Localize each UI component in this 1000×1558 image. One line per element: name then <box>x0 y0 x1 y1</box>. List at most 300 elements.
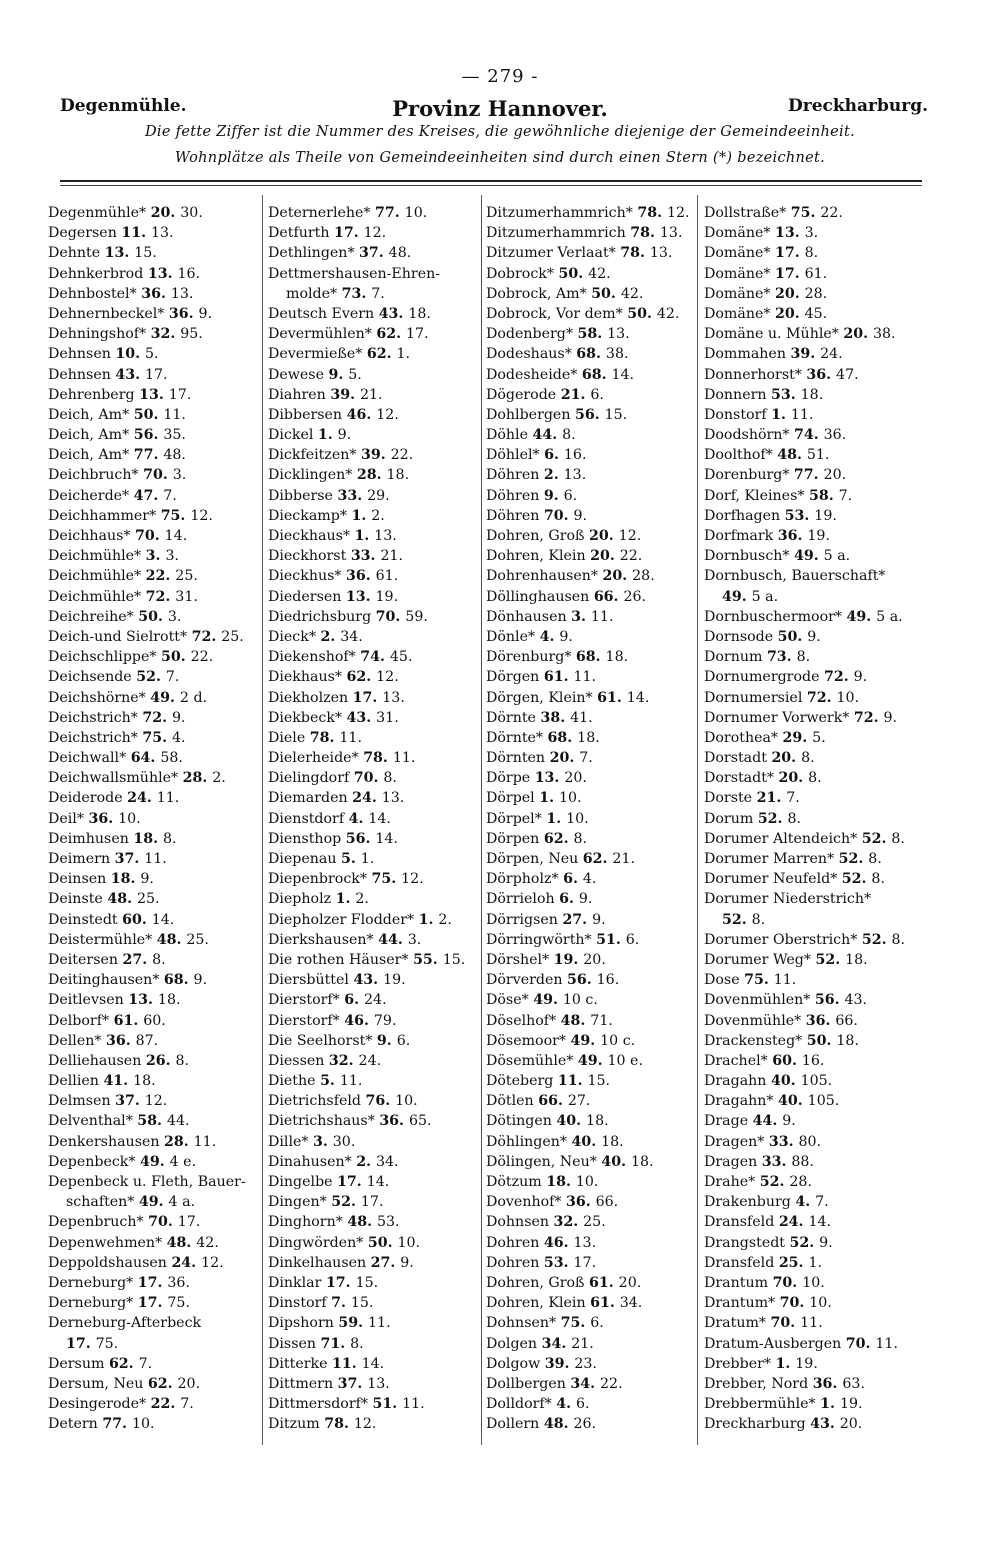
place-entry <box>704 1374 924 1394</box>
place-entry <box>704 889 924 909</box>
place-name: Dorste <box>704 790 757 807</box>
place-entry <box>48 1091 260 1111</box>
district-number: 47. <box>133 487 164 504</box>
municipality-number: 5. <box>145 346 159 363</box>
place-entry <box>704 1334 924 1354</box>
municipality-number: 8. <box>751 911 766 928</box>
place-entry <box>704 1132 924 1152</box>
place-name: Dösemoor* <box>486 1032 571 1049</box>
place-name: Dellen* <box>48 1032 106 1049</box>
municipality-number: 51. <box>806 447 830 464</box>
place-name: Diedrichsburg <box>268 608 376 625</box>
place-name: Dönhausen <box>486 608 572 625</box>
district-number: 68. <box>575 649 606 666</box>
district-number: 52. <box>331 1194 361 1211</box>
district-number: 73. <box>341 285 372 302</box>
place-name: Dratum-Ausbergen <box>704 1335 846 1352</box>
district-number: 70. <box>143 467 173 484</box>
municipality-number: 10. <box>809 1295 832 1312</box>
place-name: Dolldorf* <box>486 1396 557 1413</box>
place-entry <box>704 647 924 667</box>
municipality-number: 48. <box>388 245 412 262</box>
place-name: Dipshorn <box>268 1315 339 1332</box>
district-number: 70. <box>375 608 406 625</box>
municipality-number: 25. <box>221 628 244 645</box>
place-entry <box>48 1354 260 1374</box>
municipality-number: 11. <box>573 669 597 686</box>
place-name: schaften* <box>66 1194 139 1211</box>
district-number: 72. <box>142 709 173 726</box>
municipality-number: 10 e. <box>607 1052 643 1069</box>
district-number: 78. <box>637 205 667 221</box>
municipality-number: 61. <box>804 265 828 282</box>
place-name: Dettmershausen-Ehren- <box>268 265 441 282</box>
district-number: 74. <box>360 649 390 666</box>
place-name: Dörrigsen <box>486 911 563 928</box>
municipality-number: 75. <box>95 1335 119 1352</box>
municipality-number: 21. <box>359 386 383 403</box>
municipality-number: 15. <box>604 406 628 423</box>
place-name: Deichmühle* <box>48 568 146 585</box>
municipality-number: 15. <box>350 1295 374 1312</box>
municipality-number: 36. <box>167 1274 190 1291</box>
district-number: 1. <box>820 1396 840 1413</box>
district-number: 17. <box>774 265 805 282</box>
district-number: 74. <box>794 427 824 444</box>
district-number: 75. <box>371 871 402 888</box>
district-number: 50. <box>138 608 168 625</box>
municipality-number: 20. <box>839 1416 863 1433</box>
municipality-number: 5. <box>348 366 362 383</box>
place-name: Dolgow <box>486 1355 545 1372</box>
municipality-number: 42. <box>620 285 644 302</box>
municipality-number: 8. <box>787 810 801 827</box>
place-name: Deiderode <box>48 790 128 807</box>
place-name: Dörrieloh <box>486 891 560 908</box>
municipality-number: 38. <box>873 326 896 343</box>
place-name: Dörnte* <box>486 729 548 746</box>
place-entry <box>704 566 924 586</box>
municipality-number: 30. <box>332 1133 356 1150</box>
place-name: Dingelbe <box>268 1174 338 1190</box>
place-entry <box>486 304 696 324</box>
place-entry <box>48 405 260 425</box>
municipality-number: 26. <box>573 1416 597 1433</box>
place-name: Dörenburg* <box>486 649 576 666</box>
municipality-number: 12. <box>190 507 213 524</box>
municipality-number: 10. <box>566 810 589 827</box>
place-name: Dobrock* <box>486 265 559 282</box>
district-number: 11. <box>332 1355 362 1372</box>
place-entry <box>268 344 480 364</box>
district-number: 18. <box>110 871 141 888</box>
municipality-number: 9. <box>559 628 573 645</box>
district-number: 66. <box>593 588 624 605</box>
district-number: 50. <box>161 649 191 666</box>
place-entry <box>48 1414 260 1434</box>
place-name: Dovenmühle* <box>704 1012 806 1029</box>
place-name: Dodenberg* <box>486 326 578 343</box>
column-divider <box>481 195 482 1445</box>
place-entry <box>268 1233 480 1253</box>
district-number: 48. <box>156 931 187 948</box>
place-name: Diethe <box>268 1073 321 1090</box>
municipality-number: 53. <box>376 1214 400 1231</box>
place-name: Drebber* <box>704 1355 776 1372</box>
place-entry <box>268 889 480 909</box>
place-name: Drantum <box>704 1274 773 1291</box>
municipality-number: 11. <box>392 750 416 767</box>
place-entry <box>268 385 480 405</box>
district-number: 56. <box>574 406 605 423</box>
district-number: 38. <box>540 709 571 726</box>
municipality-number: 63. <box>842 1375 865 1392</box>
place-name: Döteberg <box>486 1073 558 1090</box>
place-entry <box>486 506 696 526</box>
place-entry <box>486 748 696 768</box>
municipality-number: 16. <box>801 1052 825 1069</box>
municipality-number: 8. <box>796 649 811 666</box>
municipality-number: 3. <box>407 931 422 948</box>
place-name: Diekholzen <box>268 689 353 706</box>
district-number: 11. <box>557 1073 588 1090</box>
municipality-number: 26. <box>623 588 647 605</box>
place-name: Dickel <box>268 427 318 444</box>
municipality-number: 10. <box>559 790 582 807</box>
district-number: 26. <box>145 1052 176 1069</box>
place-name: Dehrenberg <box>48 386 140 403</box>
municipality-number: 16. <box>563 447 587 464</box>
district-number: 40. <box>571 1133 602 1150</box>
place-name: Dörpen <box>486 830 544 847</box>
municipality-number: 31. <box>376 709 399 726</box>
municipality-number: 1. <box>360 851 375 867</box>
place-name: Denkershausen <box>48 1133 165 1150</box>
municipality-number: 9. <box>400 1254 414 1271</box>
municipality-number: 42. <box>588 265 611 282</box>
district-number: 52. <box>838 851 869 867</box>
municipality-number: 7. <box>138 1355 153 1372</box>
place-entry <box>704 365 924 385</box>
place-entry <box>486 970 696 990</box>
district-number: 52. <box>136 669 166 686</box>
place-name: Deitlevsen <box>48 992 129 1009</box>
place-entry <box>268 324 480 344</box>
place-name: Dierkshausen* <box>268 931 379 948</box>
municipality-number: 9. <box>140 871 154 888</box>
municipality-number: 29. <box>367 487 390 504</box>
place-name: Dohren <box>486 1234 544 1251</box>
municipality-number: 15. <box>442 951 466 968</box>
place-name: Donnern <box>704 386 772 403</box>
municipality-number: 11. <box>339 729 362 746</box>
place-entry <box>486 284 696 304</box>
place-entry <box>704 223 924 243</box>
district-number: 24. <box>171 1254 202 1271</box>
district-number: 33. <box>350 548 381 565</box>
place-name: Dicklingen* <box>268 467 357 484</box>
district-number: 17. <box>334 225 364 242</box>
place-entry <box>486 1011 696 1031</box>
place-entry <box>486 889 696 909</box>
district-number: 20. <box>150 205 181 221</box>
district-number: 27. <box>122 951 153 968</box>
place-entry <box>704 1293 924 1313</box>
municipality-number: 34. <box>375 1153 399 1170</box>
place-name: Dornbusch* <box>704 548 795 565</box>
municipality-number: 9. <box>573 507 588 524</box>
place-entry <box>704 788 924 808</box>
place-entry <box>486 1111 696 1131</box>
place-name: Dehnsen <box>48 346 116 363</box>
place-name: Deicherde* <box>48 487 134 504</box>
place-entry <box>268 1091 480 1111</box>
municipality-number: 105. <box>800 1073 833 1090</box>
district-number: 70. <box>845 1335 876 1352</box>
place-entry <box>486 1293 696 1313</box>
municipality-number: 19. <box>375 588 399 605</box>
place-name: Dehnernbeckel* <box>48 305 169 322</box>
place-entry <box>48 526 260 546</box>
district-number: 52. <box>722 911 752 928</box>
district-number: 46. <box>346 406 377 423</box>
district-number: 58. <box>577 326 608 343</box>
municipality-number: 2. <box>371 507 385 524</box>
district-number: 50. <box>367 1234 398 1251</box>
district-number: 34. <box>570 1375 601 1392</box>
district-number: 17. <box>352 689 383 706</box>
district-number: 58. <box>808 487 839 504</box>
place-name: Dornbusch, Bauerschaft* <box>704 568 886 585</box>
municipality-number: 13. <box>659 225 683 242</box>
municipality-number: 12. <box>201 1254 224 1271</box>
place-name: Delmsen <box>48 1093 116 1110</box>
place-entry <box>48 1192 260 1212</box>
district-number: 64. <box>130 750 161 767</box>
place-name: Ditterke <box>268 1355 332 1372</box>
place-entry <box>704 1273 924 1293</box>
municipality-number: 11. <box>368 1315 391 1332</box>
district-number: 72. <box>191 628 222 645</box>
place-entry <box>486 950 696 970</box>
place-entry <box>486 1051 696 1071</box>
municipality-number: 6. <box>563 487 578 504</box>
municipality-number: 2. <box>438 911 452 928</box>
municipality-number: 36. <box>823 427 847 444</box>
place-name: Degenmühle* <box>48 205 151 221</box>
place-name: Diekbeck* <box>268 709 347 726</box>
place-entry <box>48 970 260 990</box>
municipality-number: 9. <box>172 709 186 726</box>
district-number: 3. <box>313 1133 333 1150</box>
place-name: Dehnkerbrod <box>48 265 148 282</box>
place-name: Dohren, Klein <box>486 1295 591 1312</box>
district-number: 72. <box>853 709 884 726</box>
place-entry <box>268 1253 480 1273</box>
place-name: Döhren <box>486 487 544 504</box>
district-number: 62. <box>582 851 613 867</box>
place-entry <box>48 910 260 930</box>
district-number: 49. <box>138 1194 169 1211</box>
place-name: Domäne u. Mühle* <box>704 326 844 343</box>
place-name: Devermieße* <box>268 346 367 363</box>
district-number: 62. <box>366 346 397 363</box>
district-number: 1. <box>539 790 559 807</box>
municipality-number: 18. <box>605 649 629 666</box>
municipality-number: 4 e. <box>169 1153 197 1170</box>
place-entry <box>268 1011 480 1031</box>
place-entry <box>704 546 924 566</box>
place-name: Dreckharburg <box>704 1416 811 1433</box>
place-name: Döllinghausen <box>486 588 594 605</box>
district-number: 49. <box>846 608 877 625</box>
district-number: 52. <box>861 931 892 948</box>
municipality-number: 18. <box>133 1073 156 1090</box>
municipality-number: 11. <box>790 406 814 423</box>
place-entry <box>48 768 260 788</box>
district-number: 37. <box>359 245 389 262</box>
district-number: 52. <box>815 951 846 968</box>
place-name: Deistermühle* <box>48 931 157 948</box>
district-number: 49. <box>794 548 824 565</box>
place-name: Derneburg* <box>48 1274 138 1291</box>
place-entry <box>268 708 480 728</box>
place-entry <box>704 1233 924 1253</box>
municipality-number: 17. <box>145 366 168 383</box>
district-number: 68. <box>163 972 194 989</box>
municipality-number: 5 a. <box>876 608 903 625</box>
place-entry <box>268 365 480 385</box>
place-entry <box>48 950 260 970</box>
district-number: 9. <box>328 366 349 383</box>
place-entry <box>268 223 480 243</box>
district-number: 48. <box>107 891 137 908</box>
place-entry <box>48 1011 260 1031</box>
place-entry <box>486 1334 696 1354</box>
district-number: 51. <box>596 931 626 948</box>
district-number: 1. <box>335 891 356 908</box>
place-entry <box>704 1212 924 1232</box>
place-name: Dierstorf* <box>268 992 345 1009</box>
district-number: 13. <box>104 245 135 262</box>
place-name: Dolgen <box>486 1335 542 1352</box>
place-name: Deternerlehe* <box>268 205 376 221</box>
place-name: Dorenburg* <box>704 467 794 484</box>
municipality-number: 43. <box>844 992 868 1009</box>
place-name: Dehnsen <box>48 366 116 383</box>
district-number: 36. <box>805 1012 836 1029</box>
place-name: Dösemühle* <box>486 1052 578 1069</box>
district-number: 4. <box>795 1194 816 1211</box>
place-name: Deimern <box>48 851 115 867</box>
place-name: Dohnsen* <box>486 1315 561 1332</box>
place-entry <box>704 809 924 829</box>
place-entry <box>48 728 260 748</box>
district-number: 66. <box>538 1093 568 1110</box>
place-name: Ditzum <box>268 1416 325 1433</box>
place-entry <box>486 264 696 284</box>
district-number: 36. <box>566 1194 596 1211</box>
place-entry <box>486 425 696 445</box>
place-name: Dittmern <box>268 1375 338 1392</box>
municipality-number: 14. <box>361 1355 385 1372</box>
municipality-number: 95. <box>180 326 203 343</box>
municipality-number: 8. <box>175 1052 190 1069</box>
municipality-number: 21. <box>380 548 404 565</box>
district-number: 24. <box>352 790 382 807</box>
municipality-number: 18. <box>577 729 600 746</box>
place-entry <box>48 546 260 566</box>
municipality-number: 18. <box>800 386 824 403</box>
place-name: Drage <box>704 1113 753 1130</box>
municipality-number: 12. <box>376 406 399 423</box>
place-name: Deichschlippe* <box>48 649 161 666</box>
municipality-number: 59. <box>405 608 428 625</box>
district-number: 44. <box>752 1113 783 1130</box>
municipality-number: 6. <box>590 1315 604 1332</box>
place-entry <box>704 1253 924 1273</box>
place-name: Dingen* <box>268 1194 332 1211</box>
district-number: 13. <box>147 265 178 282</box>
place-name: Diersbüttel <box>268 972 354 989</box>
municipality-number: 19. <box>839 1396 863 1413</box>
place-name: Dornum <box>704 649 767 666</box>
district-number: 58. <box>137 1113 167 1130</box>
place-entry <box>704 1313 924 1333</box>
place-entry <box>48 647 260 667</box>
place-name: Dransfeld <box>704 1254 779 1271</box>
running-head-last-entry: Dreckharburg. <box>788 96 928 116</box>
municipality-number: 12. <box>376 669 399 686</box>
district-number: 25. <box>778 1254 809 1271</box>
place-name: Deichwall* <box>48 750 131 767</box>
place-entry <box>48 809 260 829</box>
district-number: 6. <box>559 891 579 908</box>
place-name: Dörpen, Neu <box>486 851 583 867</box>
place-entry <box>268 1172 480 1192</box>
district-number: 75. <box>142 729 173 746</box>
place-entry <box>486 203 696 223</box>
district-number: 48. <box>166 1234 197 1251</box>
municipality-number: 8. <box>801 750 815 767</box>
district-number: 20. <box>549 750 580 767</box>
municipality-number: 7. <box>815 1194 829 1211</box>
place-name: Dehnte <box>48 245 105 262</box>
municipality-number: 11. <box>339 1073 363 1090</box>
place-name: Dollstraße* <box>704 205 791 221</box>
municipality-number: 45. <box>389 649 413 666</box>
district-number: 21. <box>560 386 591 403</box>
place-entry <box>486 910 696 930</box>
place-name: Detfurth <box>268 225 334 242</box>
district-number: 52. <box>759 1174 790 1190</box>
municipality-number: 13. <box>374 528 397 544</box>
place-name: Deppoldshausen <box>48 1254 172 1271</box>
district-number: 21. <box>756 790 787 807</box>
municipality-number: 18. <box>845 951 868 968</box>
place-name: Dohren, Klein <box>486 548 591 565</box>
municipality-number: 14. <box>808 1214 832 1231</box>
municipality-number: 8. <box>808 770 822 787</box>
place-entry <box>48 1394 260 1414</box>
place-name: Deich, Am* <box>48 406 134 423</box>
municipality-number: 8. <box>891 931 906 948</box>
district-number: 20. <box>843 326 873 343</box>
place-entry <box>486 688 696 708</box>
place-entry <box>704 728 924 748</box>
gazetteer-column-1 <box>48 203 260 1434</box>
district-number: 24. <box>127 790 157 807</box>
